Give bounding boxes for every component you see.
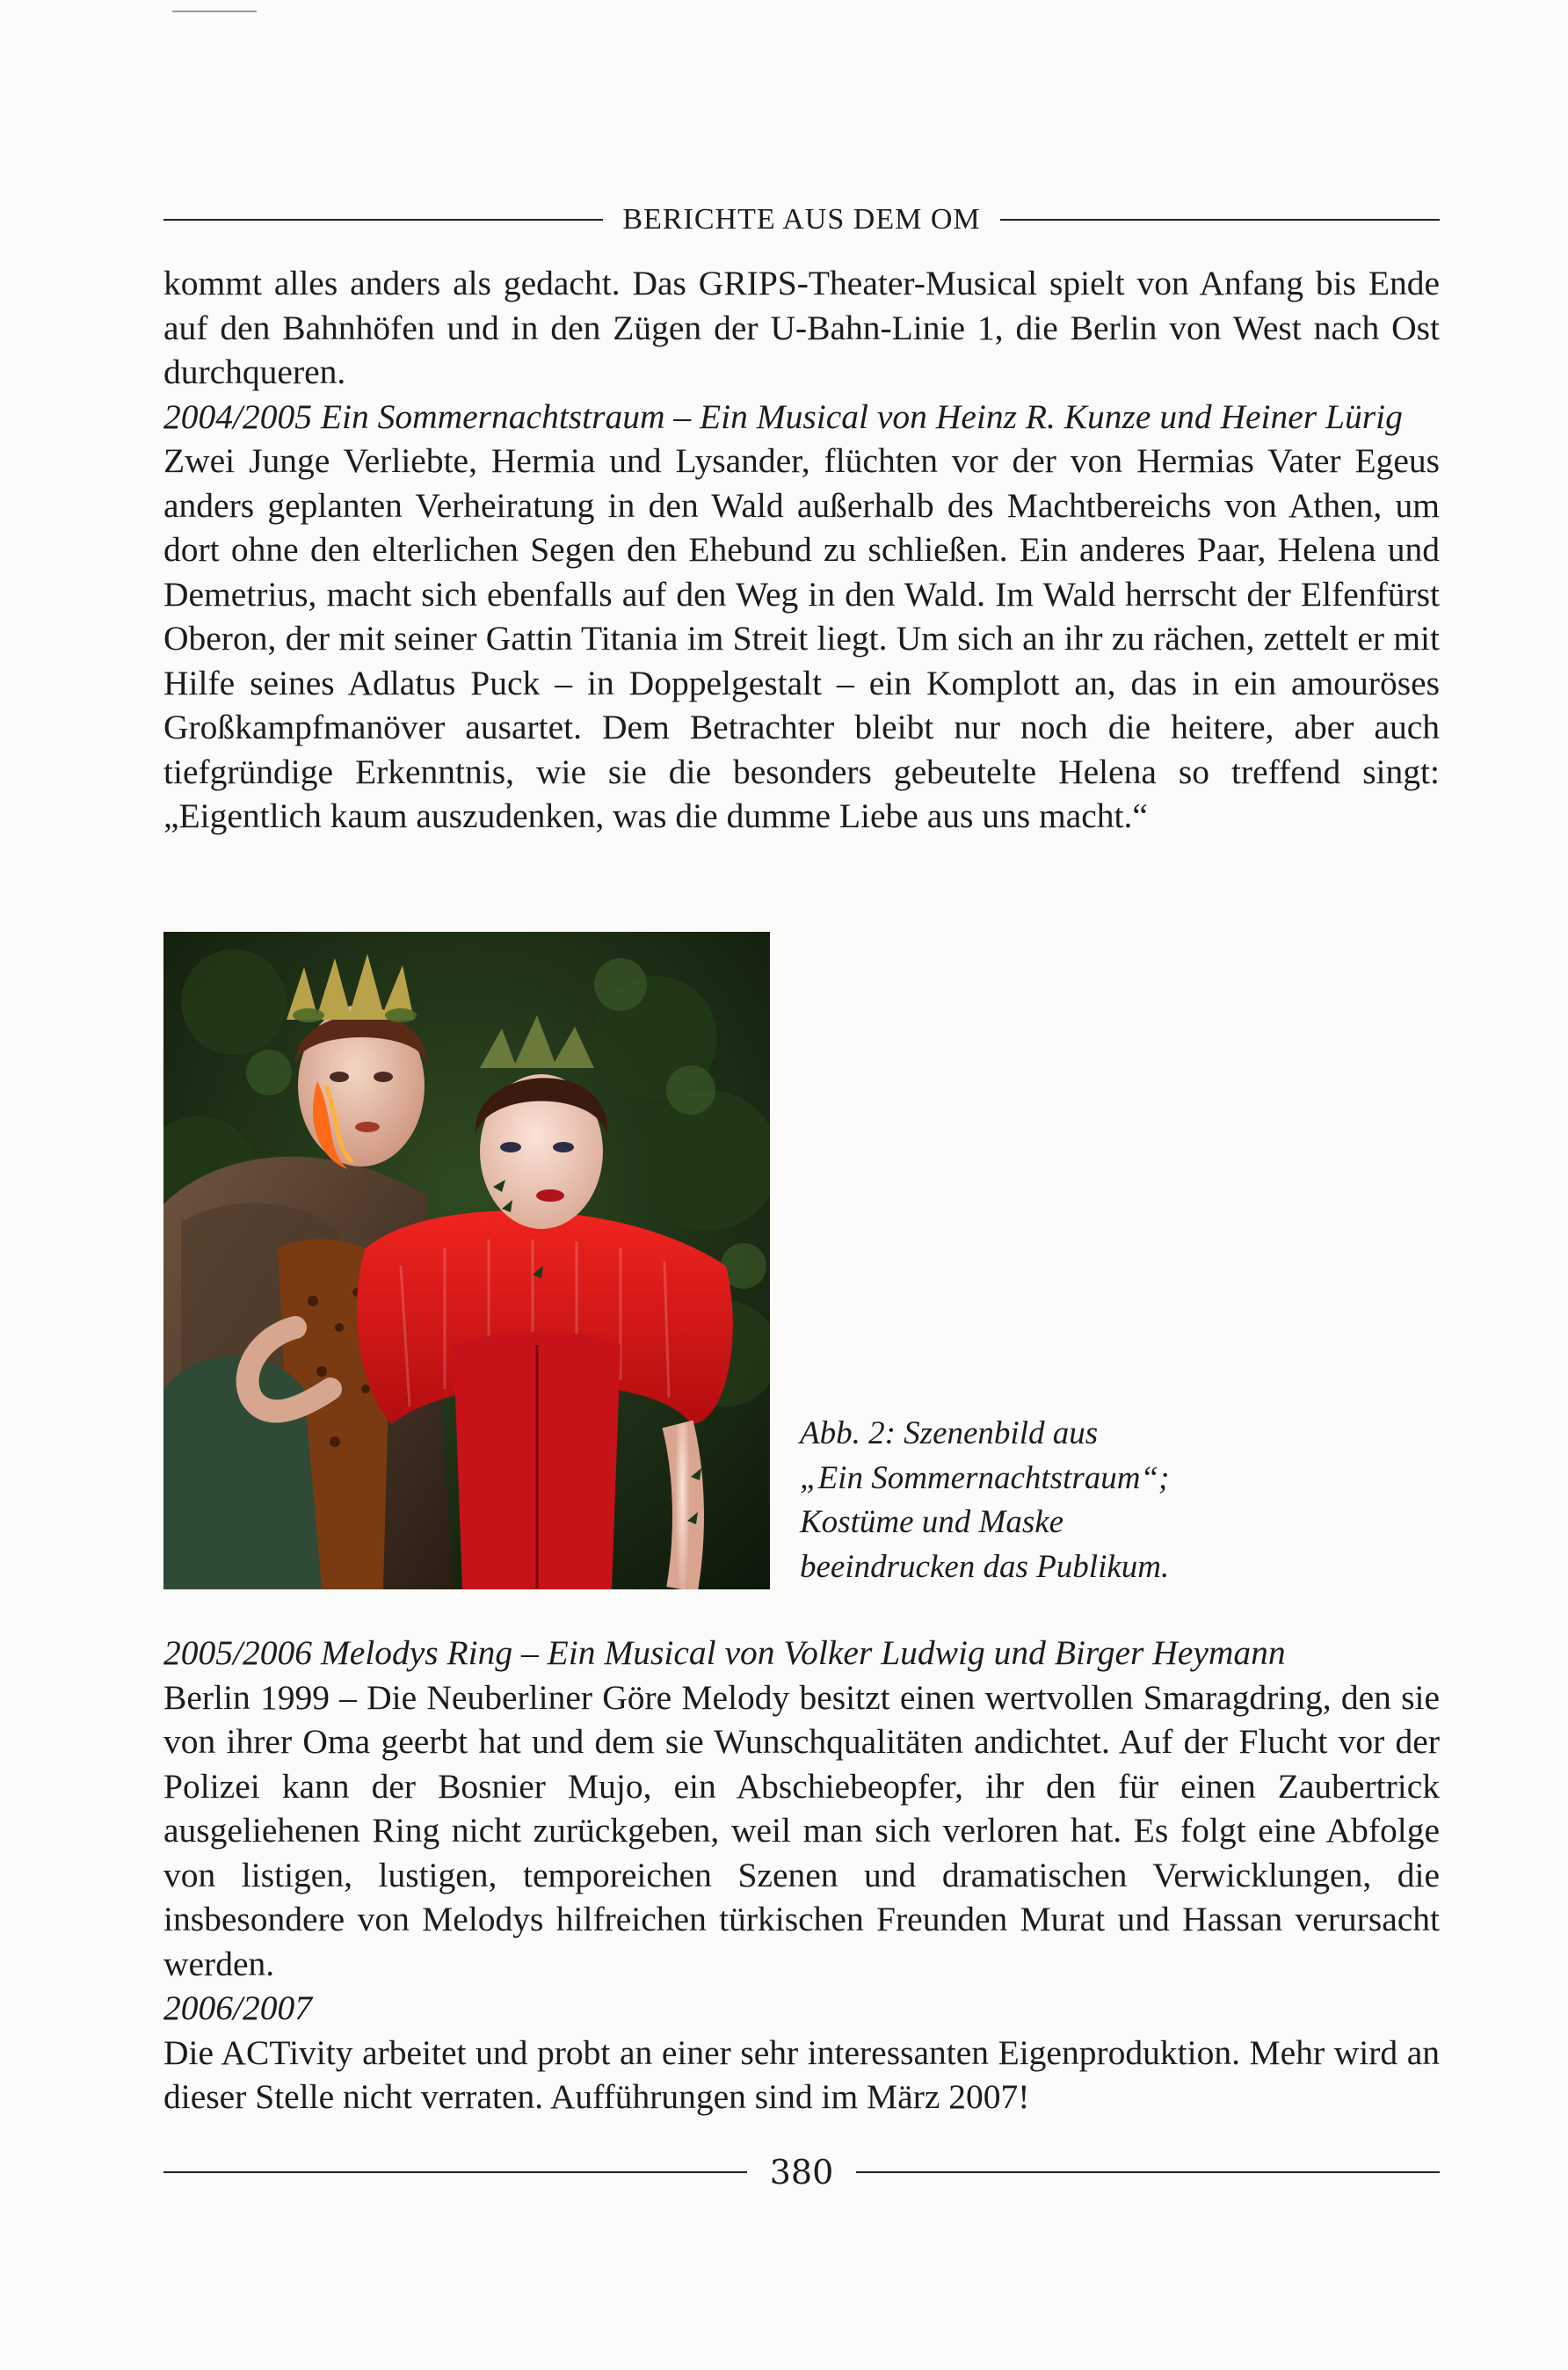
scene-photo [163, 932, 770, 1589]
section-body-2006-2007: Die ACTivity arbeitet und probt an einer sehr interessanten Eigenproduktion. Mehr wird an dieser Stelle nicht verraten. Aufführungen sind im März 2007! [163, 2032, 1440, 2116]
scan-edge-mark [172, 11, 257, 12]
section-melodys-ring-and-activity [163, 1631, 1440, 2119]
caption-line-2: „Ein Sommernachtstraum“; [800, 1459, 1170, 1496]
page-number: 380 [769, 2153, 834, 2192]
running-head [163, 195, 1440, 244]
caption-line-3: Kostüme und Maske [800, 1504, 1064, 1540]
section-body-2004-2005: Zwei Junge Verliebte, Hermia und Lysander, flüchten vor der von Hermias Vater Egeus anders geplanten Verheiratung in den Wald außerhalb des Machtbereichs von Athen, um dort ohne den elterlichen Segen den Ehebund zu schließen. Ein anderes Paar, Helena und Demetrius, macht sich ebenfalls auf den Weg in den Wald. Im Wald herrscht der Elfenfürst Oberon, der mit seiner Gattin Titania im Streit liegt. Um sich an ihr zu rächen, zettelt er mit Hilfe seines Adlatus Puck – in Doppelgestalt – ein Komplott an, das in ein amouröses Großkampfmanöver ausartet. Dem Betrachter bleibt nur noch die heitere, aber auch tiefgründige Erkenntnis, wie sie die besonders gebeutelte Helena so treffend singt: „Eigentlich kaum auszudenken, was die dumme Liebe aus uns macht.“ [163, 441, 1440, 835]
running-head-rule-right [1000, 219, 1440, 221]
caption-line-4: beeindrucken das Publikum. [800, 1548, 1170, 1585]
figure-caption [800, 1412, 1292, 1589]
section-heading-2006-2007: 2006/2007 [163, 1988, 312, 2027]
running-head-rule-left [163, 219, 603, 221]
section-heading-2004-2005: 2004/2005 Ein Sommernachtstraum – Ein Musical von Heinz R. Kunze und Heiner Lürig [163, 396, 1403, 436]
intro-paragraph: kommt alles anders als gedacht. Das GRIPS-Theater-Musical spielt von Anfang bis Ende auf den Bahnhöfen und in den Zügen der U-Bahn-Linie 1, die Berlin von West nach Ost durchqueren. [163, 264, 1440, 391]
section-sommernachtstraum [163, 261, 1440, 839]
section-body-2005-2006: Berlin 1999 – Die Neuberliner Göre Melody besitzt einen wertvollen Smaragdring, den sie von ihrer Oma geerbt hat und dem sie Wunschqualitäten andichtet. Auf der Flucht vor der Polizei kann der Bosnier Mujo, ein Abschiebeopfer, ihr den für einen Zaubertrick ausgeliehenen Ring nicht zurückgeben, weil man sich verloren hat. Es folgt eine Abfolge von listigen, lustigen, temporeichen Szenen und dramatischen Verwicklungen, die insbesondere von Melodys hilfreichen türkischen Freunden Murat und Hassan verursacht werden. [163, 1677, 1440, 1983]
footer-rule-left [163, 2171, 747, 2173]
running-head-title: BERICHTE AUS DEM OM [622, 203, 981, 236]
page-footer [163, 2148, 1440, 2196]
caption-line-1: Abb. 2: Szenenbild aus [800, 1415, 1099, 1451]
scene-photo-illustration [163, 932, 770, 1589]
footer-rule-right [856, 2171, 1440, 2173]
section-heading-2005-2006: 2005/2006 Melodys Ring – Ein Musical von Volker Ludwig und Birger Heymann [163, 1633, 1286, 1672]
